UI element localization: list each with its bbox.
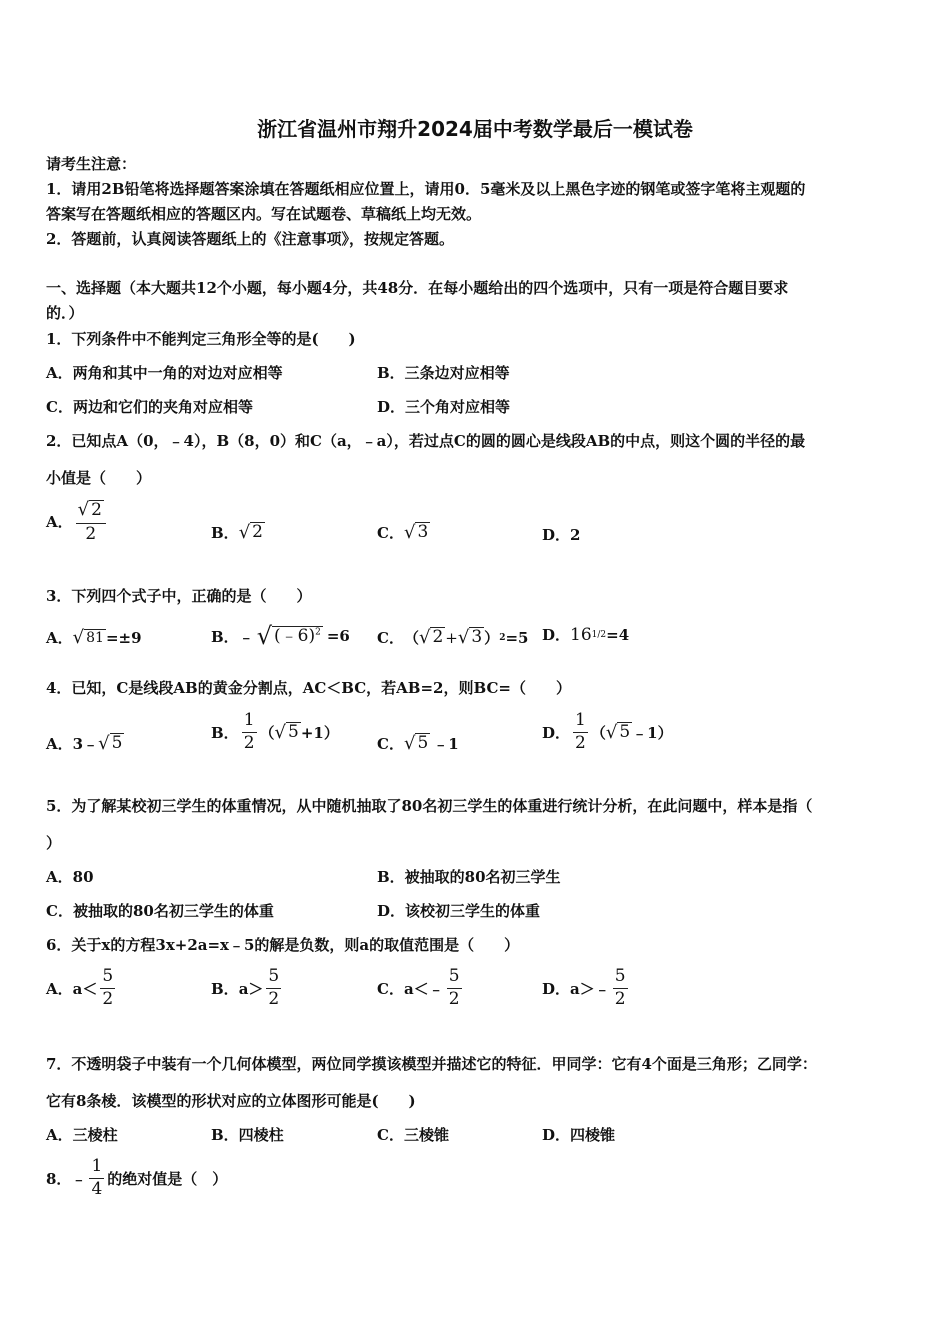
notice-heading: 请考生注意： [46,155,137,173]
question-5-option-a: A．80 [46,868,94,886]
question-3-option-a: A． √ 81 =±9 [46,627,142,648]
page-title: 浙江省温州市翔升2024届中考数学最后一模试卷 [257,117,693,141]
question-2-option-b: B． √ 2 [211,522,263,543]
question-8-stem: 8．﹣ $\frac{1}{4}$ 的绝对值是（ ） [46,1156,228,1199]
question-6-option-c: C． a＜﹣ $\frac{5}{2}$ [377,966,460,1009]
notice-line-1b: 答案写在答题纸相应的答题区内。写在试题卷、草稿纸上均无效。 [46,205,482,223]
question-5-option-d: D．该校初三学生的体重 [377,902,541,920]
question-5-stem-line-1: 5．为了解某校初三学生的体重情况，从中随机抽取了80名初三学生的体重进行统计分析，在此问题中，样本是指（ [46,797,813,815]
question-1-option-b: B．三条边对应相等 [377,364,510,382]
question-3-stem: 3．下列四个式子中，正确的是（ ） [46,587,312,605]
question-2-option-a: A． √ 2 2 [46,500,109,543]
section-heading-line-1: 一、选择题（本大题共12个小题，每小题4分，共48分．在每小题给出的四个选项中，只有一项是符合题目要求 [46,279,789,297]
question-5-option-b: B．被抽取的80名初三学生 [377,868,561,886]
question-3-option-d: D． 16 1/2 =4 [542,624,630,645]
question-3-option-b: B． ﹣ √ (﹣6)$^2$ =6 [211,622,350,650]
question-1-stem: 1．下列条件中不能判定三角形全等的是( ) [46,330,356,348]
question-7-option-d: D．四棱锥 [542,1126,616,1144]
question-4-option-b: B． $\frac{1}{2}$ （ √ 5 +1） [211,710,339,753]
question-4-option-c: C． √ 5 ﹣1 [377,733,459,754]
question-7-option-c: C．三棱锥 [377,1126,449,1144]
question-6-option-d: D． a＞﹣ $\frac{5}{2}$ [542,966,626,1009]
notice-line-2: 2．答题前，认真阅读答题纸上的《注意事项》，按规定答题。 [46,230,454,248]
question-1-option-c: C．两边和它们的夹角对应相等 [46,398,253,416]
question-1-option-a: A．两角和其中一角的对边对应相等 [46,364,283,382]
question-2-option-d: D． 2 [542,525,581,544]
question-4-option-d: D． $\frac{1}{2}$ （ √ 5 ﹣1） [542,710,673,753]
question-4-option-a: A． 3﹣ √ 5 [46,733,123,754]
question-7-stem-line-2: 它有8条棱．该模型的形状对应的立体图形可能是( ) [46,1092,416,1110]
question-1-option-d: D．三个角对应相等 [377,398,511,416]
question-3-option-c: C． （ √ 2 + √ 3 ） 2 =5 [377,627,529,648]
question-2-stem-line-2: 小值是（ ） [46,469,152,487]
question-6-option-a: A． a＜ $\frac{5}{2}$ [46,966,114,1009]
question-2-stem-line-1: 2．已知点A（0，﹣4），B（8，0）和C（a，﹣a），若过点C的圆的圆心是线段AB的中点，则这个圆的半径的最 [46,432,806,450]
question-7-option-a: A．三棱柱 [46,1126,118,1144]
question-7-stem-line-1: 7．不透明袋子中装有一个几何体模型，两位同学摸该模型并描述它的特征．甲同学：它有4个面是三角形；乙同学： [46,1055,817,1073]
question-4-stem: 4．已知，C是线段AB的黄金分割点，AC＜BC，若AB=2，则BC=（ ） [46,679,571,697]
question-6-stem: 6．关于x的方程3x+2a=x﹣5的解是负数，则a的取值范围是（ ） [46,936,520,954]
question-5-option-c: C．被抽取的80名初三学生的体重 [46,902,274,920]
question-5-stem-line-2: ） [46,834,62,852]
section-heading-line-2: 的．） [46,304,84,322]
notice-line-1a: 1．请用2B铅笔将选择题答案涂填在答题纸相应位置上，请用0．5毫米及以上黑色字迹的钢笔或签字笔将主观题的 [46,180,806,198]
question-2-option-c: C． √ 3 [377,522,429,543]
question-6-option-b: B． a＞ $\frac{5}{2}$ [211,966,280,1009]
question-7-option-b: B．四棱柱 [211,1126,284,1144]
